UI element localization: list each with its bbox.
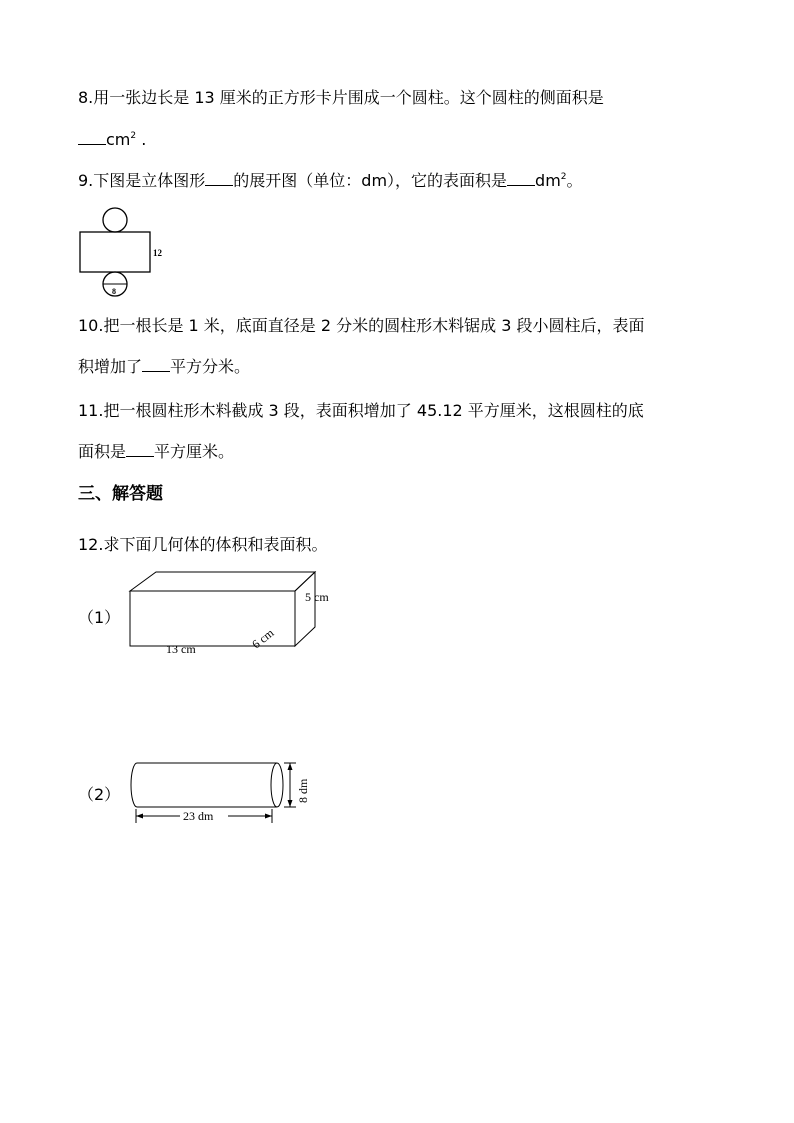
question-11-line-1 [78,401,644,421]
cuboid-top-face [130,572,315,591]
unit-dm: dm [535,171,561,190]
cuboid-height-label: 5 cm [305,590,329,604]
cuboid-length-label: 13 cm [166,642,196,656]
question-9-text-c: 。 [566,171,583,190]
cylinder-diameter-label: 8 dm [296,778,310,803]
question-10-text-b: 平方分米。 [170,357,251,376]
answer-blank-q9-area [507,171,535,186]
answer-blank-q8 [78,130,106,145]
top-circle [103,208,127,232]
length-arrow-right [265,814,272,819]
question-9-text-b: 的展开图（单位：dm），它的表面积是 [233,171,508,190]
unit-cm: cm [106,130,131,149]
question-9-text-a: 9.下图是立体图形 [78,171,206,190]
answer-blank-q9-shape [205,171,233,186]
diameter-arrow-bottom [288,800,293,807]
lateral-rectangle [80,232,150,272]
question-11-text: 11.把一根圆柱形木料截成 3 段，表面积增加了 45.12 平方厘米，这根圆柱的底 [78,401,644,420]
question-8-line-1 [78,88,604,108]
diameter-label: 8 [112,287,116,296]
question-8-text: 8.用一张边长是 13 厘米的正方形卡片围成一个圆柱。这个圆柱的侧面积是 [78,88,604,107]
question-8-line-2 [78,130,146,150]
answer-blank-q10 [142,357,170,372]
question-8-end: . [136,130,147,149]
question-11-text-b: 平方厘米。 [154,442,235,461]
question-10-text: 10.把一根长是 1 米，底面直径是 2 分米的圆柱形木料锯成 3 段小圆柱后，表面 [78,316,645,335]
diameter-arrow-top [288,763,293,770]
cuboid-width-label: 6 cm [249,625,277,652]
question-10-line-2 [78,357,250,377]
cylinder-length-label: 23 dm [183,809,214,823]
cylinder-net-figure [75,205,175,300]
question-10-line-1 [78,316,645,336]
question-9-line [78,171,583,191]
question-11-text-a: 面积是 [78,442,127,461]
unit-superscript: 2 [130,131,137,141]
cylinder-left-mask [137,762,145,808]
cuboid-side-face [295,572,315,646]
cuboid-figure [125,568,329,658]
question-12-text: 12.求下面几何体的体积和表面积。 [78,535,328,554]
part-1-label: （1） [78,608,121,627]
question-11-line-2 [78,442,234,462]
unit-superscript: 2 [560,172,567,182]
side-label: 12 [153,248,162,258]
cylinder-right-end [271,763,283,807]
cylinder-figure [125,757,325,827]
answer-blank-q11 [126,442,154,457]
length-arrow-left [136,814,143,819]
section-heading: 三、解答题 [78,484,163,504]
question-10-text-a: 积增加了 [78,357,143,376]
part-2-label: （2） [78,785,121,804]
